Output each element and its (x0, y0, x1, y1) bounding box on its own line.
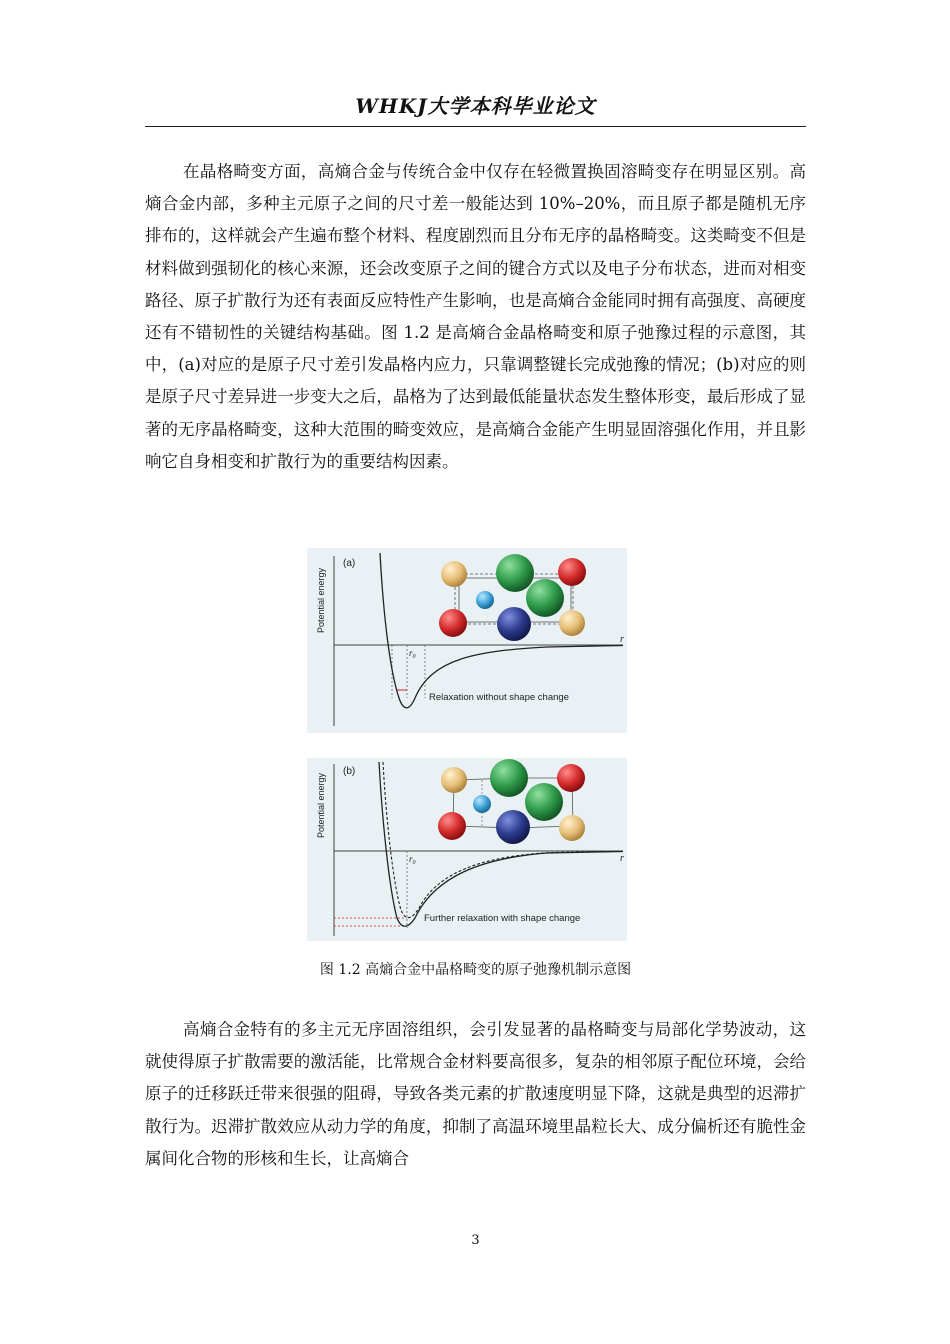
atom-yellow (559, 610, 585, 636)
page-number: 3 (471, 1233, 480, 1248)
atom-yellow (441, 561, 467, 587)
atom-green (496, 554, 534, 592)
y-axis-label: Potential energy (316, 772, 326, 838)
potential-energy-diagram-b (307, 758, 627, 941)
atom-cyan (476, 591, 494, 609)
atom-blue (497, 607, 531, 641)
figure-caption: 图 1.2 高熵合金中晶格畸变的原子弛豫机制示意图 (319, 962, 632, 978)
r0-label: $r_0$ (409, 854, 416, 866)
atom-blue (496, 810, 530, 844)
header-title: WHKJ大学本科毕业论文 (355, 94, 596, 118)
figure-panel-b (307, 758, 627, 941)
x-axis-label: r (620, 853, 624, 864)
atom-yellow (559, 815, 585, 841)
body-paragraph-1: 在晶格畸变方面，高熵合金与传统合金中仅存在轻微置换固溶畸变存在明显区别。高熵合金内部，多种主元原子之间的尺寸差一般能达到 10%–20%，而且原子都是随机无序排布的，这样就会产生遍布整个材料、程度剧烈而且分布无序的晶格畸变。这类畸变不但是材料做到强韧化的核心来源，还会改变原子之间的键合方式以及电子分布状态，进而对相变路径、原子扩散行为还有表面反应特性产生影响，也是高熵合金能同时拥有高强度、高硬度还有不错韧性的关键结构基础。图 1.2 是高熵合金晶格畸变和原子弛豫过程的示意图，其中，(a)对应的是原子尺寸差引发晶格内应力，只靠调整键长完成弛豫的情况；(b)对应的则是原子尺寸差异进一步变大之后，晶格为了达到最低能量状态发生整体形变，最后形成了显著的无序晶格畸变，这种大范围的畸变效应，是高熵合金能产生明显固溶强化作用，并且影响它自身相变和扩散行为的重要结构因素。 (145, 162, 806, 471)
atom-green (526, 579, 564, 617)
atom-red (438, 812, 466, 840)
annotation: Further relaxation with shape change (424, 913, 581, 924)
page-header (145, 90, 806, 127)
potential-energy-diagram-a (307, 548, 627, 733)
atom-green (525, 783, 563, 821)
atom-cyan (473, 795, 491, 813)
body-paragraph-2: 高熵合金特有的多主元无序固溶组织，会引发显著的晶格畸变与局部化学势波动，这就使得原子扩散需要的激活能，比常规合金材料要高很多，复杂的相邻原子配位环境，会给原子的迁移跃迁带来很强的阻碍，导致各类元素的扩散速度明显下降，这就是典型的迟滞扩散行为。迟滞扩散效应从动力学的角度，抑制了高温环境里晶粒长大、成分偏析还有脆性金属间化合物的形核和生长，让高熵合 (145, 1020, 806, 1168)
r0-label: $r_0$ (409, 648, 416, 660)
atom-red (558, 558, 586, 586)
atom-yellow (441, 767, 467, 793)
panel-label: (a) (343, 558, 356, 569)
x-axis-label: r (620, 634, 624, 645)
annotation: Relaxation without shape change (429, 692, 569, 703)
y-axis-label: Potential energy (316, 567, 326, 633)
atom-red (439, 609, 467, 637)
atom-green (490, 759, 528, 797)
atom-red (557, 764, 585, 792)
figure-panel-a (307, 548, 627, 733)
panel-label: (b) (343, 766, 356, 777)
